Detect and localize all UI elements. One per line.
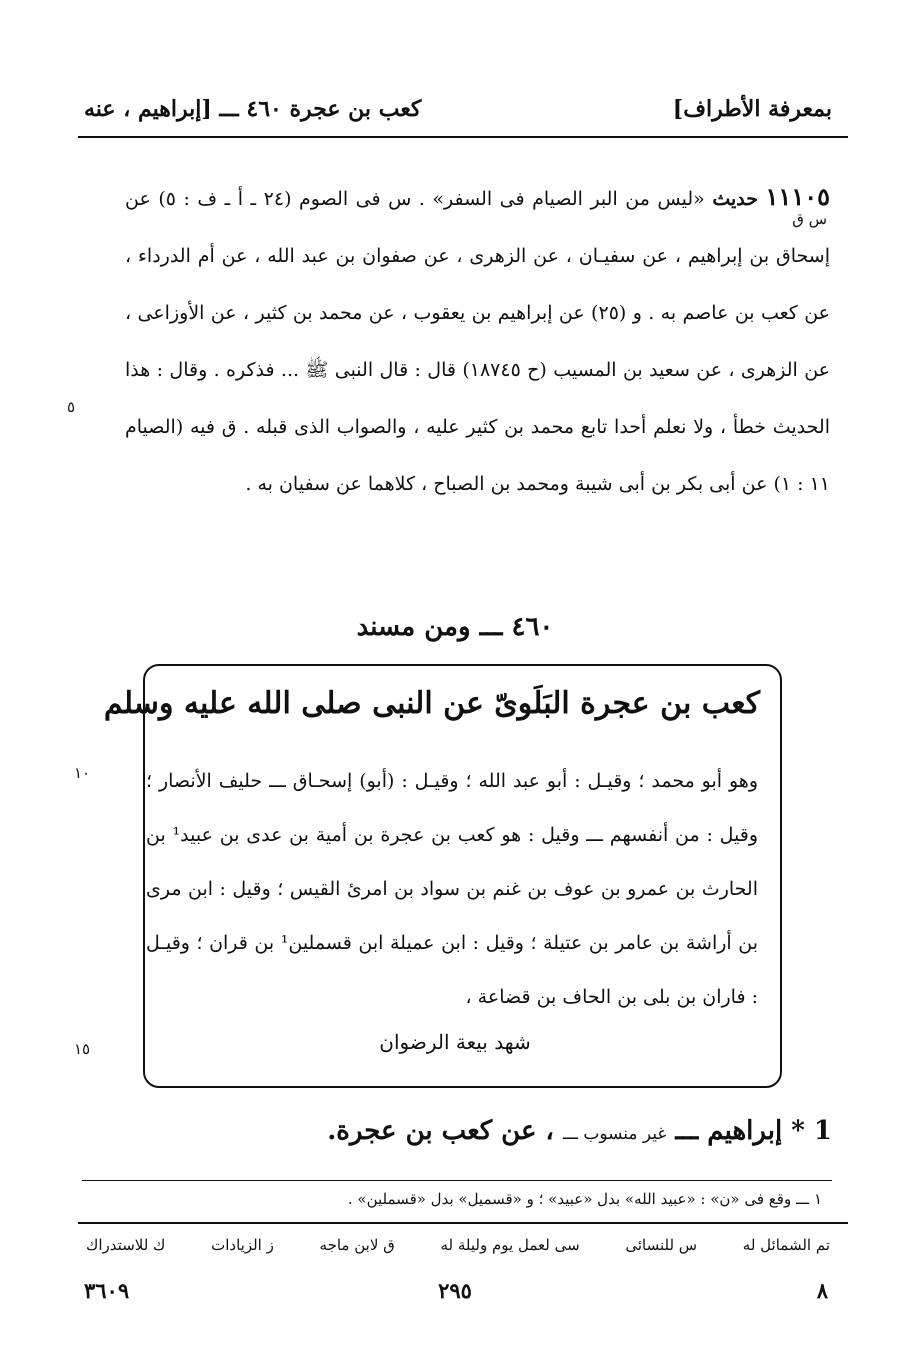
bottom-rule — [78, 1222, 848, 1224]
header-rule — [78, 136, 848, 138]
entry-name: إبراهيم ـــ — [675, 1116, 783, 1146]
abbreviation-key — [86, 1236, 830, 1266]
hadith-paragraph — [125, 168, 830, 513]
hadith-text: «ليس من البر الصيام فى السفر» . س فى الصوم (٢٤ ـ أ ـ ف : ٥) عن إسحاق بن إبراهيم ، عن سفيـان ، عن الزهرى ، عن صفوان بن عبد الله ، عن أم الدرداء ، عن كعب بن عاصم به . و (٢٥) عن إبراهيم بن يعقوب ، عن محمد بن كثير ، عن الأوزاعى ، عن الزهرى ، عن سعيد بن المسيب (ح ١٨٧٤٥) قال : قال النبى ﷺ ... فذكره . وقال : هذا الحديث خطأ ، ولا نعلم أحدا تابع محمد بن كثير عليه ، والصواب الذى قبله . ق فيه (الصيام ١١ : ١) عن أبى بكر بن أبى شيبة ومحمد بن الصباح ، كلاهما عن سفيان به . — [125, 188, 830, 495]
hadith-number: ١١١٠٥ — [765, 182, 830, 211]
abbreviation-item: تم الشمائل له — [742, 1236, 830, 1254]
running-header-book: بمعرفة الأطراف] — [672, 96, 832, 122]
page-number: ٢٩٥ — [438, 1278, 472, 1303]
footnote: ١ ـــ وقع فى «ن» : «عبيد الله» بدل «عبيد» ؛ و «قسميل» بدل «قسملين» . — [347, 1190, 822, 1208]
hadith-count: ٣٦٠٩ — [84, 1278, 130, 1303]
abbreviation-item: س للنسائى — [625, 1236, 698, 1254]
entry-number: 1 * — [791, 1116, 832, 1146]
entry-note: غير منسوب ـــ — [562, 1124, 667, 1144]
margin-line-number: ١٥ — [74, 1040, 91, 1058]
margin-line-number: ٥ — [67, 398, 76, 416]
abbreviation-item: ق لابن ماجه — [319, 1236, 395, 1254]
hadith-keyword: حديث — [712, 188, 758, 210]
abbreviation-item: ز الزيادات — [211, 1236, 274, 1254]
abbreviation-item: سى لعمل يوم وليلة له — [440, 1236, 580, 1254]
footnote-rule — [82, 1180, 832, 1181]
section-title: ٤٦٠ ـــ ومن مسند — [356, 612, 554, 642]
biography-last-line: شهد بيعة الرضوان — [379, 1030, 531, 1054]
abbreviation-item: ك للاستدراك — [86, 1236, 166, 1254]
biography-body: وهو أبو محمد ؛ وقيـل : أبو عبد الله ؛ وقيـل : (أبو) إسحـاق ـــ حليف الأنصار ؛ وقيل : من أنفسهم ـــ وقيل : هو كعب بن عجرة بن أمية بن عدى بن عبيد¹ بن الحارث بن عمرو بن عوف بن غنم بن سواد بن امرئ القيس ؛ وقيل : ابن مرى بن أراشة بن عامر بن عتيلة ؛ وقيل : ابن عميلة ابن قسملين¹ بن قران ؛ وقيـل : فاران بن بلى بن الحاف بن قضاعة ، — [146, 770, 758, 1008]
running-header-entry: كعب بن عجرة ٤٦٠ ـــ [إبراهيم ، عنه — [84, 96, 422, 122]
entry-rest: ، عن كعب بن عجرة. — [327, 1116, 554, 1146]
volume-number: ٨ — [816, 1278, 828, 1303]
biography-title: كعب بن عجرة البَلَوىّ عن النبى صلى الله عليه وسلم — [103, 686, 760, 721]
narrator-entry — [132, 1116, 832, 1146]
margin-line-number: ١٠ — [74, 764, 91, 782]
margin-source-note: س ق — [792, 210, 827, 228]
